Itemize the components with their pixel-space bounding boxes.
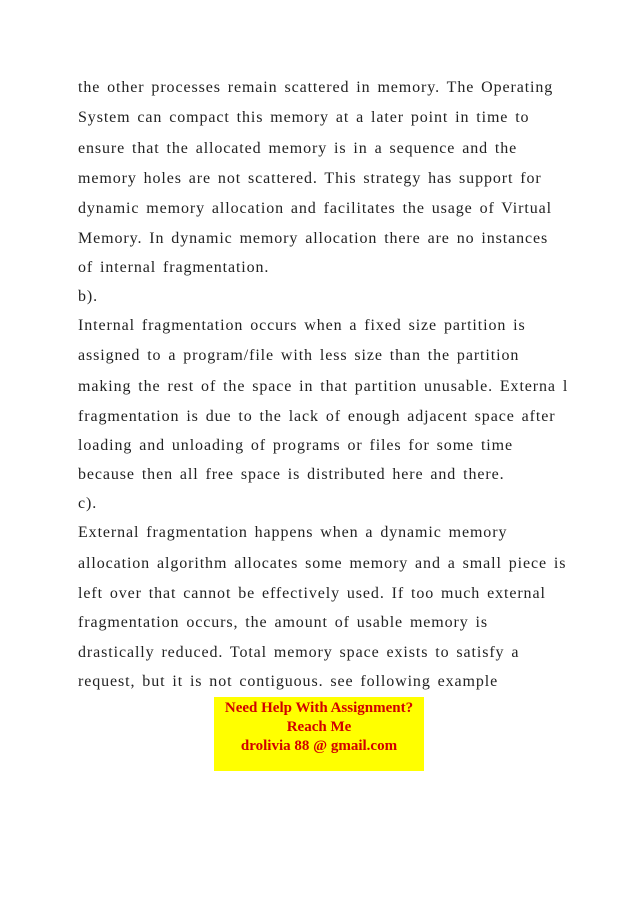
text-line: because then all free space is distributed here and there. (78, 466, 505, 483)
assignment-help-banner (214, 697, 424, 771)
banner-headline: Need Help With Assignment? (224, 700, 414, 716)
text-line: allocation algorithm allocates some memory and a small piece is (78, 555, 567, 572)
section-label-c: c). (78, 495, 98, 512)
text-line: External fragmentation happens when a dynamic memory (78, 524, 508, 541)
text-line: the other processes remain scattered in memory. The Operating (78, 79, 554, 96)
banner-subheadline: Reach Me (286, 719, 352, 735)
text-line: dynamic memory allocation and facilitates the usage of Virtual (78, 200, 552, 217)
text-line: request, but it is not contiguous. see following example (78, 673, 499, 690)
text-line: Internal fragmentation occurs when a fixed size partition is (78, 317, 526, 334)
text-line: of internal fragmentation. (78, 259, 270, 276)
text-line: loading and unloading of programs or files for some time (78, 437, 513, 454)
banner-email: drolivia 88 @ gmail.com (240, 738, 398, 754)
text-line: memory holes are not scattered. This strategy has support for (78, 170, 542, 187)
text-line: ensure that the allocated memory is in a sequence and the (78, 140, 518, 157)
text-line: System can compact this memory at a later point in time to (78, 109, 530, 126)
text-line: fragmentation occurs, the amount of usable memory is (78, 614, 489, 631)
text-line: drastically reduced. Total memory space exists to satisfy a (78, 644, 520, 661)
section-label-b: b). (78, 288, 99, 305)
text-line: making the rest of the space in that partition unusable. Externa l (78, 378, 569, 395)
text-line: assigned to a program/file with less size than the partition (78, 347, 520, 364)
text-line: Memory. In dynamic memory allocation there are no instances (78, 230, 549, 247)
text-line: left over that cannot be effectively used. If too much external (78, 585, 546, 602)
text-line: fragmentation is due to the lack of enough adjacent space after (78, 408, 556, 425)
